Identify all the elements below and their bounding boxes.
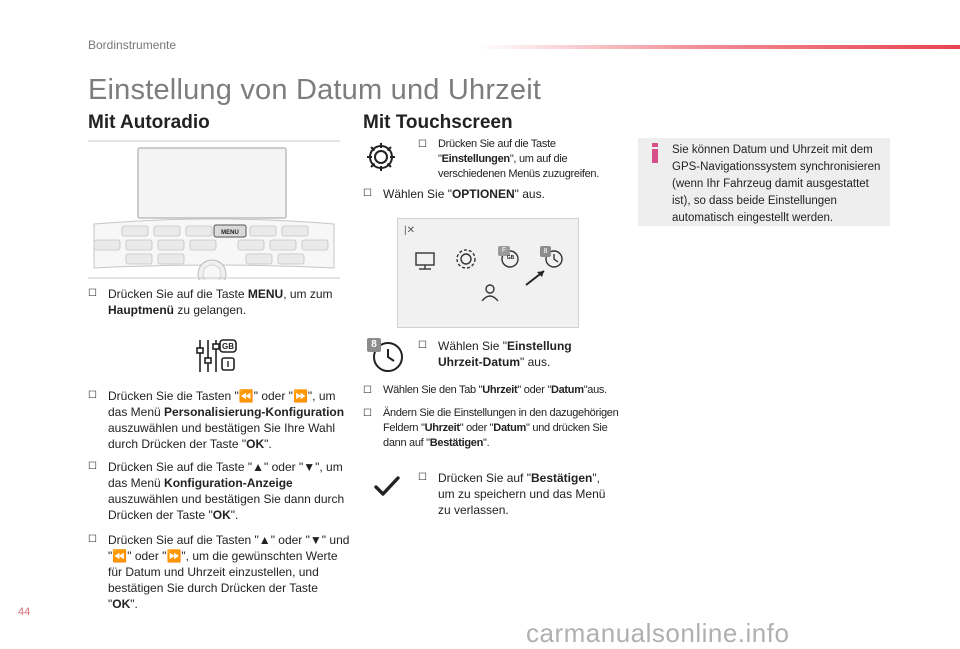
step-select-options: ☐ Wählen Sie "OPTIONEN" aus. xyxy=(363,187,545,201)
header-accent-bar xyxy=(480,45,960,49)
step-set-values: ☐ Drücken Sie auf die Tasten "▲" oder "▼" und "⏪" oder "⏩", um die gewünschten Werte für Datum und Uhrzeit einzustellen, und bestätigen Sie durch Drücken der Taste "OK". xyxy=(88,533,350,611)
personalisation-icon xyxy=(194,336,238,376)
clock-badge-8: 8 xyxy=(371,339,377,350)
step-select-personalisation: ☐ Drücken Sie die Tasten "⏪" oder "⏩", um das Menü Personalisierung-Konfiguration auszuwählen und bestätigen Sie Ihre Wahl durch Drücken der Taste "OK". xyxy=(88,389,345,451)
info-icon xyxy=(649,143,661,163)
step-select-time-date: ☐ Wählen Sie "Einstellung Uhrzeit-Datum" aus. xyxy=(418,339,572,369)
watermark: carmanualsonline.info xyxy=(526,618,790,648)
menu-key-label: MENU xyxy=(221,230,239,236)
step-select-display-config: ☐ Drücken Sie auf die Taste "▲" oder "▼", um das Menü Konfiguration-Anzeige auszuwählen und bestätigen Sie dann durch Drücken der Taste "OK". xyxy=(88,460,345,522)
step-select-tab: ☐ Wählen Sie den Tab "Uhrzeit" oder "Datum"aus. xyxy=(363,384,607,396)
svg-text:|✕: |✕ xyxy=(404,225,415,236)
section-label: Bordinstrumente xyxy=(88,38,177,52)
screen-badge-gb: GB xyxy=(506,255,515,261)
checkbox-icon: ☐ xyxy=(88,461,97,472)
step-change-settings: ☐ Ändern Sie die Einstellungen in den dazugehörigen Feldern "Uhrzeit" oder "Datum" und drücken Sie dann auf "Bestätigen". xyxy=(363,407,619,449)
step-press-settings: ☐ Drücken Sie auf die Taste "Einstellungen", um auf die verschiedenen Menüs zuzugreifen. xyxy=(418,138,600,180)
step-press-menu: ☐ Drücken Sie auf die Taste MENU, um zum Hauptmenü zu gelangen. xyxy=(88,287,333,317)
page-number: 44 xyxy=(18,606,31,618)
checkbox-icon: ☐ xyxy=(363,408,372,419)
checkbox-icon: ☐ xyxy=(418,340,427,351)
screen-badge-f: F xyxy=(498,246,510,256)
step-confirm: ☐ Drücken Sie auf "Bestätigen", um zu speichern und das Menü zu verlassen. xyxy=(418,471,606,517)
checkbox-icon: ☐ xyxy=(363,385,372,396)
settings-gear-icon xyxy=(364,140,398,174)
info-text: Sie können Datum und Uhrzeit mit dem GPS-Navigationssystem synchronisieren (wenn Ihr Fahrzeug damit ausgestattet ist), so dass beide Einstellungen automatisch eingestellt werden. xyxy=(672,144,881,224)
checkmark-icon xyxy=(374,475,400,497)
checkbox-icon: ☐ xyxy=(88,534,97,545)
heading-autoradio: Mit Autoradio xyxy=(88,112,210,133)
checkbox-icon: ☐ xyxy=(88,390,97,401)
page-title: Einstellung von Datum und Uhrzeit xyxy=(88,74,542,106)
checkbox-icon: ☐ xyxy=(418,472,427,483)
options-screen-illustration xyxy=(397,218,579,328)
checkbox-icon: ☐ xyxy=(363,188,372,199)
radio-panel-illustration xyxy=(86,138,342,280)
checkbox-icon: ☐ xyxy=(418,139,427,150)
checkbox-icon: ☐ xyxy=(88,288,97,299)
heading-touchscreen: Mit Touchscreen xyxy=(363,112,513,133)
gb-badge: GB xyxy=(222,342,234,351)
screen-badge-8: 8 xyxy=(540,246,551,257)
